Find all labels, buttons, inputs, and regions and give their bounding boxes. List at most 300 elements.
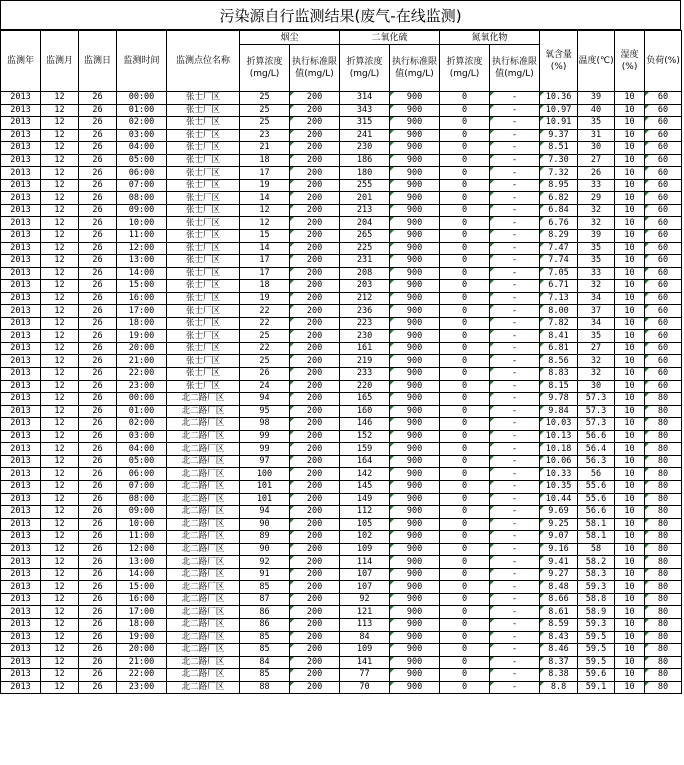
cell-humidity: 10 bbox=[615, 342, 645, 355]
cell-dust-limit: 200 bbox=[290, 167, 340, 180]
cell-month: 12 bbox=[41, 129, 79, 142]
cell-humidity: 10 bbox=[615, 230, 645, 243]
cell-dust-conc: 99 bbox=[240, 443, 290, 456]
cell-day: 26 bbox=[79, 92, 117, 105]
cell-nox-conc: 0 bbox=[440, 255, 490, 268]
cell-temp: 58 bbox=[578, 543, 615, 556]
cell-so2-limit: 900 bbox=[390, 355, 440, 368]
cell-humidity: 10 bbox=[615, 217, 645, 230]
cell-dust-limit: 200 bbox=[290, 393, 340, 406]
cell-humidity: 10 bbox=[615, 167, 645, 180]
cell-year: 2013 bbox=[1, 493, 41, 506]
cell-load: 80 bbox=[645, 593, 682, 606]
cell-nox-limit: - bbox=[490, 217, 540, 230]
cell-nox-limit: - bbox=[490, 606, 540, 619]
cell-time: 02:00 bbox=[117, 418, 167, 431]
cell-site: 北二路厂区 bbox=[167, 656, 240, 669]
table-row bbox=[1, 669, 682, 682]
cell-oxygen: 7.32 bbox=[540, 167, 578, 180]
cell-humidity: 10 bbox=[615, 92, 645, 105]
cell-time: 09:00 bbox=[117, 506, 167, 519]
cell-month: 12 bbox=[41, 217, 79, 230]
cell-load: 80 bbox=[645, 468, 682, 481]
cell-humidity: 10 bbox=[615, 593, 645, 606]
col-oxygen: 氧含量(%) bbox=[540, 31, 578, 92]
cell-dust-limit: 200 bbox=[290, 179, 340, 192]
cell-temp: 59.5 bbox=[578, 631, 615, 644]
cell-year: 2013 bbox=[1, 230, 41, 243]
cell-nox-conc: 0 bbox=[440, 330, 490, 343]
cell-so2-conc: 161 bbox=[340, 342, 390, 355]
cell-humidity: 10 bbox=[615, 242, 645, 255]
cell-humidity: 10 bbox=[615, 480, 645, 493]
cell-month: 12 bbox=[41, 179, 79, 192]
cell-load: 80 bbox=[645, 631, 682, 644]
cell-so2-conc: 121 bbox=[340, 606, 390, 619]
cell-temp: 35 bbox=[578, 242, 615, 255]
cell-site: 张士厂区 bbox=[167, 267, 240, 280]
cell-so2-conc: 164 bbox=[340, 455, 390, 468]
cell-oxygen: 7.47 bbox=[540, 242, 578, 255]
cell-day: 26 bbox=[79, 518, 117, 531]
cell-temp: 58.9 bbox=[578, 606, 615, 619]
cell-time: 15:00 bbox=[117, 280, 167, 293]
cell-oxygen: 6.81 bbox=[540, 342, 578, 355]
cell-so2-conc: 160 bbox=[340, 405, 390, 418]
cell-time: 14:00 bbox=[117, 568, 167, 581]
cell-month: 12 bbox=[41, 92, 79, 105]
cell-dust-conc: 23 bbox=[240, 129, 290, 142]
cell-nox-limit: - bbox=[490, 317, 540, 330]
cell-nox-limit: - bbox=[490, 267, 540, 280]
cell-humidity: 10 bbox=[615, 280, 645, 293]
cell-load: 80 bbox=[645, 506, 682, 519]
table-row bbox=[1, 568, 682, 581]
cell-load: 80 bbox=[645, 518, 682, 531]
cell-humidity: 10 bbox=[615, 581, 645, 594]
cell-load: 60 bbox=[645, 217, 682, 230]
cell-dust-conc: 25 bbox=[240, 117, 290, 130]
cell-nox-limit: - bbox=[490, 669, 540, 682]
cell-day: 26 bbox=[79, 255, 117, 268]
cell-year: 2013 bbox=[1, 192, 41, 205]
cell-site: 北二路厂区 bbox=[167, 556, 240, 569]
cell-year: 2013 bbox=[1, 129, 41, 142]
cell-site: 张士厂区 bbox=[167, 117, 240, 130]
cell-site: 张士厂区 bbox=[167, 255, 240, 268]
table-row bbox=[1, 393, 682, 406]
cell-so2-conc: 203 bbox=[340, 280, 390, 293]
cell-site: 张士厂区 bbox=[167, 292, 240, 305]
cell-time: 17:00 bbox=[117, 606, 167, 619]
cell-dust-conc: 94 bbox=[240, 506, 290, 519]
cell-day: 26 bbox=[79, 656, 117, 669]
cell-time: 13:00 bbox=[117, 255, 167, 268]
cell-site: 北二路厂区 bbox=[167, 644, 240, 657]
cell-nox-limit: - bbox=[490, 468, 540, 481]
cell-year: 2013 bbox=[1, 606, 41, 619]
col-nox-conc: 折算浓度(mg/L) bbox=[440, 45, 490, 92]
cell-time: 08:00 bbox=[117, 493, 167, 506]
table-body bbox=[1, 92, 682, 694]
cell-time: 10:00 bbox=[117, 518, 167, 531]
cell-load: 60 bbox=[645, 192, 682, 205]
cell-site: 张士厂区 bbox=[167, 167, 240, 180]
cell-so2-conc: 230 bbox=[340, 330, 390, 343]
table-row bbox=[1, 154, 682, 167]
cell-site: 张士厂区 bbox=[167, 305, 240, 318]
cell-dust-conc: 98 bbox=[240, 418, 290, 431]
cell-oxygen: 7.82 bbox=[540, 317, 578, 330]
cell-nox-conc: 0 bbox=[440, 167, 490, 180]
cell-time: 09:00 bbox=[117, 204, 167, 217]
cell-year: 2013 bbox=[1, 656, 41, 669]
cell-so2-limit: 900 bbox=[390, 443, 440, 456]
cell-time: 11:00 bbox=[117, 531, 167, 544]
cell-so2-limit: 900 bbox=[390, 418, 440, 431]
cell-so2-limit: 900 bbox=[390, 117, 440, 130]
cell-site: 北二路厂区 bbox=[167, 669, 240, 682]
cell-year: 2013 bbox=[1, 355, 41, 368]
cell-oxygen: 10.13 bbox=[540, 430, 578, 443]
cell-dust-limit: 200 bbox=[290, 330, 340, 343]
cell-nox-conc: 0 bbox=[440, 292, 490, 305]
cell-month: 12 bbox=[41, 493, 79, 506]
cell-load: 60 bbox=[645, 330, 682, 343]
table-row bbox=[1, 92, 682, 105]
cell-dust-limit: 200 bbox=[290, 418, 340, 431]
cell-nox-conc: 0 bbox=[440, 267, 490, 280]
cell-nox-conc: 0 bbox=[440, 418, 490, 431]
cell-temp: 32 bbox=[578, 280, 615, 293]
cell-site: 北二路厂区 bbox=[167, 468, 240, 481]
cell-nox-limit: - bbox=[490, 255, 540, 268]
cell-dust-conc: 21 bbox=[240, 142, 290, 155]
cell-nox-limit: - bbox=[490, 418, 540, 431]
table-row bbox=[1, 681, 682, 694]
cell-dust-limit: 200 bbox=[290, 117, 340, 130]
cell-load: 80 bbox=[645, 618, 682, 631]
cell-year: 2013 bbox=[1, 167, 41, 180]
cell-nox-limit: - bbox=[490, 368, 540, 381]
table-row bbox=[1, 380, 682, 393]
cell-load: 60 bbox=[645, 355, 682, 368]
cell-so2-conc: 201 bbox=[340, 192, 390, 205]
cell-time: 06:00 bbox=[117, 167, 167, 180]
cell-so2-conc: 142 bbox=[340, 468, 390, 481]
table-row bbox=[1, 167, 682, 180]
cell-nox-limit: - bbox=[490, 292, 540, 305]
cell-load: 80 bbox=[645, 556, 682, 569]
cell-month: 12 bbox=[41, 468, 79, 481]
col-time: 监测时间 bbox=[117, 31, 167, 92]
cell-so2-limit: 900 bbox=[390, 129, 440, 142]
cell-site: 北二路厂区 bbox=[167, 543, 240, 556]
cell-load: 80 bbox=[645, 531, 682, 544]
cell-oxygen: 10.91 bbox=[540, 117, 578, 130]
cell-oxygen: 10.03 bbox=[540, 418, 578, 431]
cell-time: 03:00 bbox=[117, 430, 167, 443]
cell-so2-limit: 900 bbox=[390, 330, 440, 343]
cell-time: 04:00 bbox=[117, 443, 167, 456]
cell-nox-limit: - bbox=[490, 405, 540, 418]
cell-temp: 57.3 bbox=[578, 418, 615, 431]
table-row bbox=[1, 255, 682, 268]
cell-nox-conc: 0 bbox=[440, 179, 490, 192]
cell-day: 26 bbox=[79, 355, 117, 368]
cell-dust-limit: 200 bbox=[290, 681, 340, 694]
cell-site: 张士厂区 bbox=[167, 342, 240, 355]
cell-site: 北二路厂区 bbox=[167, 493, 240, 506]
cell-humidity: 10 bbox=[615, 380, 645, 393]
cell-humidity: 10 bbox=[615, 506, 645, 519]
cell-load: 80 bbox=[645, 493, 682, 506]
cell-month: 12 bbox=[41, 117, 79, 130]
cell-dust-conc: 88 bbox=[240, 681, 290, 694]
table-row bbox=[1, 468, 682, 481]
cell-load: 60 bbox=[645, 342, 682, 355]
cell-year: 2013 bbox=[1, 317, 41, 330]
cell-load: 60 bbox=[645, 179, 682, 192]
table-row bbox=[1, 480, 682, 493]
cell-dust-limit: 200 bbox=[290, 631, 340, 644]
cell-load: 80 bbox=[645, 568, 682, 581]
cell-nox-conc: 0 bbox=[440, 192, 490, 205]
cell-year: 2013 bbox=[1, 393, 41, 406]
col-so2-limit: 执行标准限值(mg/L) bbox=[390, 45, 440, 92]
col-month: 监测月 bbox=[41, 31, 79, 92]
cell-so2-conc: 212 bbox=[340, 292, 390, 305]
sheet-title: 污染源自行监测结果(废气-在线监测) bbox=[0, 0, 681, 30]
cell-dust-conc: 25 bbox=[240, 92, 290, 105]
cell-temp: 59.3 bbox=[578, 581, 615, 594]
cell-temp: 56.4 bbox=[578, 443, 615, 456]
cell-humidity: 10 bbox=[615, 543, 645, 556]
cell-time: 20:00 bbox=[117, 644, 167, 657]
cell-dust-conc: 15 bbox=[240, 230, 290, 243]
cell-dust-conc: 17 bbox=[240, 167, 290, 180]
cell-so2-limit: 900 bbox=[390, 669, 440, 682]
cell-day: 26 bbox=[79, 669, 117, 682]
cell-humidity: 10 bbox=[615, 556, 645, 569]
cell-temp: 59.3 bbox=[578, 618, 615, 631]
cell-month: 12 bbox=[41, 230, 79, 243]
cell-oxygen: 9.41 bbox=[540, 556, 578, 569]
cell-humidity: 10 bbox=[615, 644, 645, 657]
cell-humidity: 10 bbox=[615, 330, 645, 343]
cell-load: 60 bbox=[645, 142, 682, 155]
cell-so2-limit: 900 bbox=[390, 556, 440, 569]
cell-so2-conc: 225 bbox=[340, 242, 390, 255]
table-row bbox=[1, 317, 682, 330]
cell-so2-limit: 900 bbox=[390, 631, 440, 644]
cell-dust-limit: 200 bbox=[290, 355, 340, 368]
cell-oxygen: 8.8 bbox=[540, 681, 578, 694]
cell-humidity: 10 bbox=[615, 368, 645, 381]
cell-year: 2013 bbox=[1, 568, 41, 581]
cell-load: 60 bbox=[645, 317, 682, 330]
cell-day: 26 bbox=[79, 280, 117, 293]
cell-dust-conc: 85 bbox=[240, 644, 290, 657]
cell-dust-limit: 200 bbox=[290, 217, 340, 230]
cell-nox-limit: - bbox=[490, 568, 540, 581]
cell-load: 80 bbox=[645, 480, 682, 493]
cell-humidity: 10 bbox=[615, 405, 645, 418]
cell-dust-conc: 19 bbox=[240, 292, 290, 305]
cell-load: 80 bbox=[645, 681, 682, 694]
cell-humidity: 10 bbox=[615, 393, 645, 406]
cell-humidity: 10 bbox=[615, 518, 645, 531]
cell-year: 2013 bbox=[1, 255, 41, 268]
cell-temp: 27 bbox=[578, 342, 615, 355]
cell-year: 2013 bbox=[1, 204, 41, 217]
cell-dust-conc: 18 bbox=[240, 154, 290, 167]
cell-site: 张士厂区 bbox=[167, 330, 240, 343]
cell-day: 26 bbox=[79, 681, 117, 694]
cell-day: 26 bbox=[79, 230, 117, 243]
cell-oxygen: 8.59 bbox=[540, 618, 578, 631]
cell-dust-conc: 94 bbox=[240, 393, 290, 406]
cell-year: 2013 bbox=[1, 468, 41, 481]
cell-nox-conc: 0 bbox=[440, 217, 490, 230]
cell-day: 26 bbox=[79, 556, 117, 569]
cell-site: 北二路厂区 bbox=[167, 506, 240, 519]
cell-so2-conc: 107 bbox=[340, 568, 390, 581]
cell-nox-limit: - bbox=[490, 493, 540, 506]
cell-month: 12 bbox=[41, 669, 79, 682]
cell-oxygen: 10.97 bbox=[540, 104, 578, 117]
cell-humidity: 10 bbox=[615, 117, 645, 130]
cell-year: 2013 bbox=[1, 280, 41, 293]
cell-so2-limit: 900 bbox=[390, 217, 440, 230]
cell-time: 18:00 bbox=[117, 618, 167, 631]
cell-so2-conc: 180 bbox=[340, 167, 390, 180]
cell-month: 12 bbox=[41, 380, 79, 393]
cell-day: 26 bbox=[79, 618, 117, 631]
cell-month: 12 bbox=[41, 305, 79, 318]
table-row bbox=[1, 292, 682, 305]
cell-so2-limit: 900 bbox=[390, 681, 440, 694]
table-row bbox=[1, 142, 682, 155]
cell-year: 2013 bbox=[1, 405, 41, 418]
cell-time: 12:00 bbox=[117, 543, 167, 556]
cell-month: 12 bbox=[41, 606, 79, 619]
col-year: 监测年 bbox=[1, 31, 41, 92]
table-row bbox=[1, 242, 682, 255]
cell-nox-limit: - bbox=[490, 104, 540, 117]
cell-year: 2013 bbox=[1, 154, 41, 167]
cell-month: 12 bbox=[41, 543, 79, 556]
cell-humidity: 10 bbox=[615, 681, 645, 694]
cell-so2-limit: 900 bbox=[390, 518, 440, 531]
cell-so2-limit: 900 bbox=[390, 92, 440, 105]
cell-dust-conc: 86 bbox=[240, 618, 290, 631]
cell-so2-limit: 900 bbox=[390, 405, 440, 418]
cell-nox-conc: 0 bbox=[440, 104, 490, 117]
cell-nox-limit: - bbox=[490, 129, 540, 142]
cell-nox-limit: - bbox=[490, 330, 540, 343]
table-row bbox=[1, 430, 682, 443]
cell-year: 2013 bbox=[1, 556, 41, 569]
cell-site: 张士厂区 bbox=[167, 280, 240, 293]
cell-year: 2013 bbox=[1, 681, 41, 694]
cell-dust-limit: 200 bbox=[290, 618, 340, 631]
cell-dust-limit: 200 bbox=[290, 644, 340, 657]
cell-oxygen: 6.71 bbox=[540, 280, 578, 293]
cell-temp: 57.3 bbox=[578, 393, 615, 406]
cell-time: 13:00 bbox=[117, 556, 167, 569]
cell-so2-limit: 900 bbox=[390, 455, 440, 468]
cell-nox-limit: - bbox=[490, 167, 540, 180]
cell-time: 06:00 bbox=[117, 468, 167, 481]
cell-site: 北二路厂区 bbox=[167, 606, 240, 619]
cell-humidity: 10 bbox=[615, 493, 645, 506]
cell-time: 04:00 bbox=[117, 142, 167, 155]
table-row bbox=[1, 518, 682, 531]
table-row bbox=[1, 129, 682, 142]
cell-dust-conc: 90 bbox=[240, 518, 290, 531]
cell-year: 2013 bbox=[1, 618, 41, 631]
cell-nox-limit: - bbox=[490, 342, 540, 355]
cell-nox-conc: 0 bbox=[440, 455, 490, 468]
cell-nox-conc: 0 bbox=[440, 543, 490, 556]
cell-so2-limit: 900 bbox=[390, 581, 440, 594]
cell-temp: 55.6 bbox=[578, 493, 615, 506]
cell-day: 26 bbox=[79, 644, 117, 657]
cell-time: 03:00 bbox=[117, 129, 167, 142]
cell-dust-limit: 200 bbox=[290, 267, 340, 280]
cell-day: 26 bbox=[79, 531, 117, 544]
cell-day: 26 bbox=[79, 117, 117, 130]
cell-dust-conc: 87 bbox=[240, 593, 290, 606]
cell-humidity: 10 bbox=[615, 179, 645, 192]
cell-day: 26 bbox=[79, 267, 117, 280]
cell-humidity: 10 bbox=[615, 468, 645, 481]
cell-year: 2013 bbox=[1, 368, 41, 381]
cell-dust-conc: 91 bbox=[240, 568, 290, 581]
cell-oxygen: 10.36 bbox=[540, 92, 578, 105]
cell-site: 北二路厂区 bbox=[167, 393, 240, 406]
col-so2-conc: 折算浓度(mg/L) bbox=[340, 45, 390, 92]
cell-humidity: 10 bbox=[615, 305, 645, 318]
cell-so2-limit: 900 bbox=[390, 618, 440, 631]
cell-load: 80 bbox=[645, 543, 682, 556]
cell-site: 北二路厂区 bbox=[167, 618, 240, 631]
cell-day: 26 bbox=[79, 480, 117, 493]
cell-nox-limit: - bbox=[490, 618, 540, 631]
cell-month: 12 bbox=[41, 631, 79, 644]
cell-dust-limit: 200 bbox=[290, 405, 340, 418]
cell-year: 2013 bbox=[1, 92, 41, 105]
cell-so2-limit: 900 bbox=[390, 154, 440, 167]
cell-dust-limit: 200 bbox=[290, 305, 340, 318]
cell-year: 2013 bbox=[1, 518, 41, 531]
cell-dust-limit: 200 bbox=[290, 430, 340, 443]
cell-humidity: 10 bbox=[615, 606, 645, 619]
col-dust-conc: 折算浓度(mg/L) bbox=[240, 45, 290, 92]
table-row bbox=[1, 593, 682, 606]
cell-temp: 56.6 bbox=[578, 506, 615, 519]
cell-time: 23:00 bbox=[117, 681, 167, 694]
cell-day: 26 bbox=[79, 317, 117, 330]
cell-humidity: 10 bbox=[615, 443, 645, 456]
cell-so2-conc: 109 bbox=[340, 644, 390, 657]
table-row bbox=[1, 117, 682, 130]
cell-so2-limit: 900 bbox=[390, 179, 440, 192]
cell-oxygen: 6.82 bbox=[540, 192, 578, 205]
cell-temp: 39 bbox=[578, 230, 615, 243]
cell-oxygen: 9.27 bbox=[540, 568, 578, 581]
